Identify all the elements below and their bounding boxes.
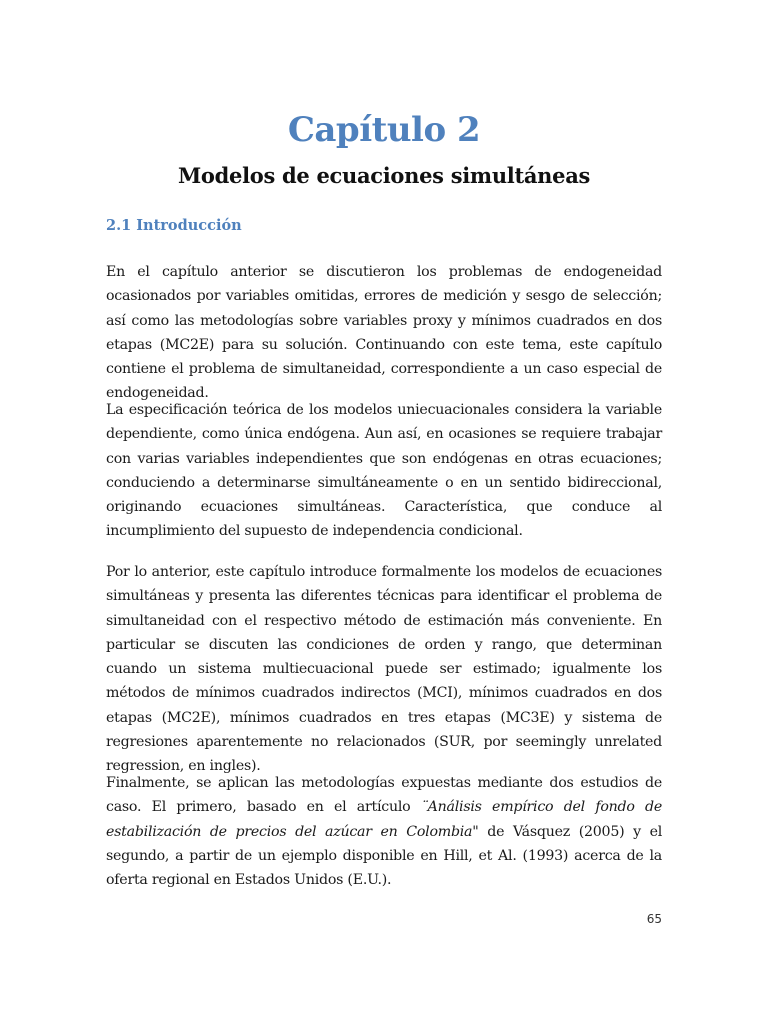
paragraph-4 — [106, 771, 662, 892]
page-number: 65 — [646, 912, 662, 926]
paragraph-2: La especificación teórica de los modelos uniecuacionales considera la variable dependiente, como única endógena. Aun así, en ocasiones se requiere trabajar con varias variables independientes que son endógenas en otras ecuaciones; conduciendo a determinarse simultáneamente o en un sentido bidireccional, originando ecuaciones simultáneas. Característica, que conduce al incumplimiento del supuesto de independencia condicional. — [106, 402, 662, 540]
chapter-title: Capítulo 2 — [287, 110, 481, 150]
section-heading: 2.1 Introducción — [106, 217, 242, 234]
paragraph-1: En el capítulo anterior se discutieron los problemas de endogeneidad ocasionados por variables omitidas, errores de medición y sesgo de selección; así como las metodologías sobre variables proxy y mínimos cuadrados en dos etapas (MC2E) para su solución. Continuando con este tema, este capítulo contiene el problema de simultaneidad, correspondiente a un caso especial de endogeneidad. — [106, 264, 662, 402]
chapter-subtitle: Modelos de ecuaciones simultáneas — [177, 163, 591, 188]
paragraph-4-article-title: ¨Análisis empírico del fondo de estabilización de precios del azúcar en Colombia — [106, 799, 662, 840]
paragraph-4-start: Finalmente, se aplican las metodologías expuestas mediante dos estudios de caso. El primero, basado en el artículo — [106, 775, 662, 816]
paragraph-3: Por lo anterior, este capítulo introduce formalmente los modelos de ecuaciones simultáneas y presenta las diferentes técnicas para identificar el problema de simultaneidad con el respectivo método de estimación más conveniente. En particular se discuten las condiciones de orden y rango, que determinan cuando un sistema multiecuacional puede ser estimado; igualmente los métodos de mínimos cuadrados indirectos (MCI), mínimos cuadrados en dos etapas (MC2E), mínimos cuadrados en tres etapas (MC3E) y sistema de regresiones aparentemente no relacionados (SUR, por seemingly unrelated regression, en ingles). — [106, 564, 662, 775]
paragraph-4-end: " de Vásquez (2005) y el segundo, a partir de un ejemplo disponible en Hill, et Al. (1993) acerca de la oferta regional en Estados Unidos (E.U.). — [106, 823, 663, 889]
